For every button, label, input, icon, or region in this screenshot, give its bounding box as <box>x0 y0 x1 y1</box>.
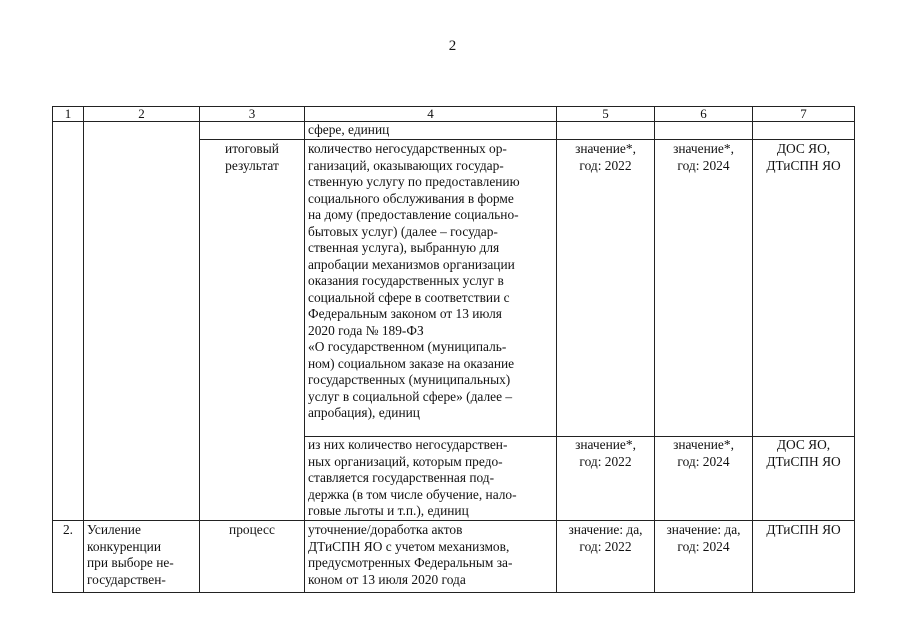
cell-target-total-result: значение*, год: 2024 <box>655 140 753 437</box>
cell-base-empty <box>557 122 655 140</box>
cell-target-empty <box>655 122 753 140</box>
cell-responsible-2: ДТиСПН ЯО <box>753 521 855 593</box>
header-col-5: 5 <box>557 107 655 122</box>
header-col-1: 1 <box>53 107 84 122</box>
header-row <box>53 107 855 122</box>
cell-responsible-sub: ДОС ЯО, ДТиСПН ЯО <box>753 437 855 521</box>
cell-num-2: 2. <box>53 521 84 593</box>
cell-indicator-sub: из них количество негосударствен- ных организаций, которым предо- ставляется государственная под- держка (в том числе обучение, нало- говые льготы и т.п.), единиц <box>305 437 557 521</box>
table-row-2 <box>53 521 855 593</box>
cell-base-total-result: значение*, год: 2022 <box>557 140 655 437</box>
cell-type-total-result: итоговый результат <box>200 140 305 521</box>
cell-responsible-total-result: ДОС ЯО, ДТиСПН ЯО <box>753 140 855 437</box>
header-col-3: 3 <box>200 107 305 122</box>
header-col-6: 6 <box>655 107 753 122</box>
cell-target-sub: значение*, год: 2024 <box>655 437 753 521</box>
indicators-table <box>52 106 855 593</box>
cell-indicator-continued: сфере, единиц <box>305 122 557 140</box>
cell-indicator-2: уточнение/доработка актов ДТиСПН ЯО с учетом механизмов, предусмотренных Федеральным за- коном от 13 июля 2020 года <box>305 521 557 593</box>
cell-target-2: значение: да, год: 2024 <box>655 521 753 593</box>
cell-base-2: значение: да, год: 2022 <box>557 521 655 593</box>
cell-indicator-total-result: количество негосударственных ор- ганизаций, оказывающих государ- ственную услугу по предоставлению социального обслуживания в форме на дому (предоставление социально- бытовых услуг) (далее – государ- ственная услуга), выбранную для апробации механизмов организации оказания государственных услуг в социальной сфере в соответствии с Федеральным законом от 13 июля 2020 года № 189-ФЗ «О государственном (муниципаль- ном) социальном заказе на оказание государственных (муниципальных) услуг в социальной сфере» (далее – апробация), единиц <box>305 140 557 437</box>
cell-base-sub: значение*, год: 2022 <box>557 437 655 521</box>
table-row-continued <box>53 122 855 140</box>
page-number: 2 <box>448 38 457 54</box>
cell-name-empty <box>84 122 200 521</box>
cell-num-empty <box>53 122 84 521</box>
cell-type-2: процесс <box>200 521 305 593</box>
header-col-4: 4 <box>305 107 557 122</box>
cell-type-empty <box>200 122 305 140</box>
header-col-2: 2 <box>84 107 200 122</box>
header-col-7: 7 <box>753 107 855 122</box>
cell-name-2: Усиление конкуренции при выборе не- государствен- <box>84 521 200 593</box>
cell-responsible-empty <box>753 122 855 140</box>
